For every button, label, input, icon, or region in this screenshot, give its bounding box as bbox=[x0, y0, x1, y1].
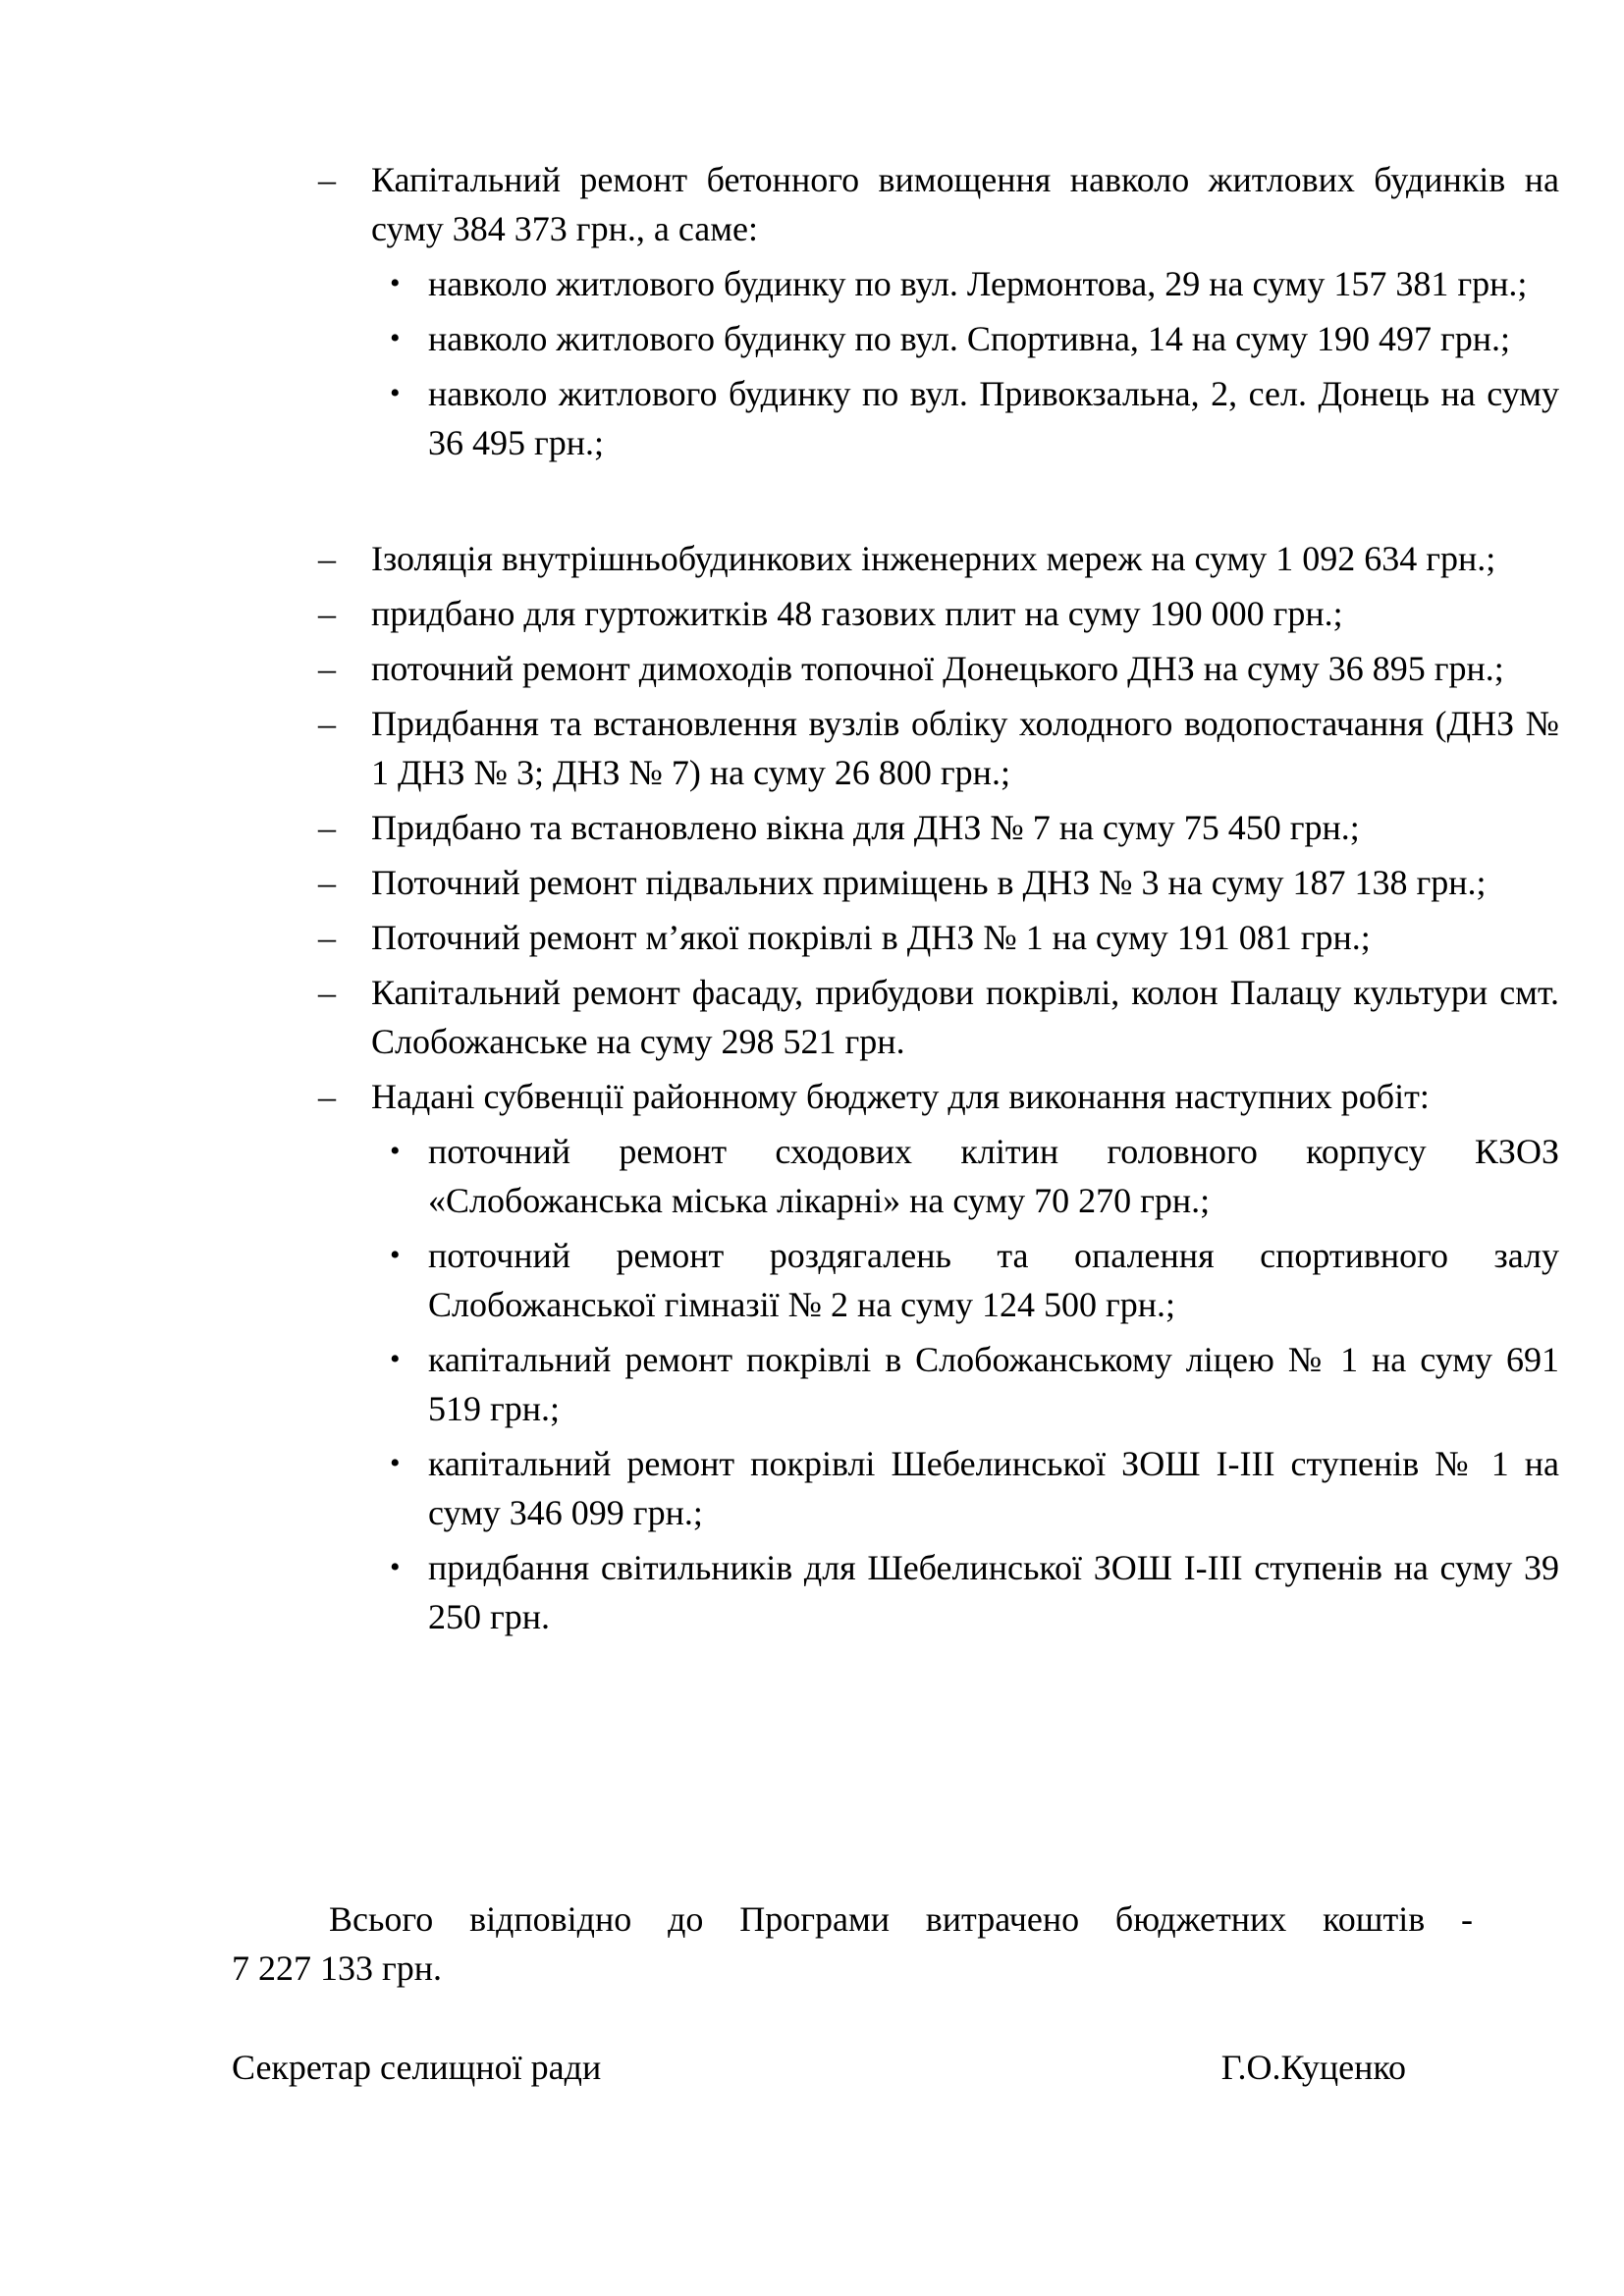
dash-marker: – bbox=[318, 539, 336, 578]
signature-block bbox=[232, 2043, 1406, 2092]
dash-marker: – bbox=[318, 808, 336, 847]
list-item-text: Придбано та встановлено вікна для ДНЗ № 7 на суму 75 450 грн.; bbox=[371, 808, 1360, 847]
list-item bbox=[318, 589, 1559, 638]
dash-marker: – bbox=[318, 918, 336, 957]
list-item bbox=[318, 155, 1559, 467]
bullet-icon: • bbox=[390, 1343, 401, 1375]
bullet-icon: • bbox=[390, 267, 401, 299]
bullet-icon: • bbox=[390, 377, 401, 409]
sub-list-item-text: поточний ремонт сходових клітин головного корпусу КЗОЗ «Слобожанська міська лікарні» на суму 70 270 грн.; bbox=[428, 1132, 1559, 1220]
list-item bbox=[318, 913, 1559, 962]
signatory-name: Г.О.Куценко bbox=[1220, 2048, 1406, 2087]
sub-list bbox=[371, 1127, 1559, 1641]
list-item bbox=[318, 644, 1559, 693]
bullet-icon: • bbox=[390, 1551, 401, 1583]
sub-list-item-text: придбання світильників для Шебелинської ЗОШ І-ІІІ ступенів на суму 39 250 грн. bbox=[428, 1548, 1559, 1636]
dash-marker: – bbox=[318, 160, 336, 199]
list-item-text: поточний ремонт димоходів топочної Донецького ДНЗ на суму 36 895 грн.; bbox=[371, 649, 1504, 688]
list-item bbox=[318, 803, 1559, 852]
sub-list-item bbox=[371, 369, 1559, 467]
list-item-text: Поточний ремонт м’якої покрівлі в ДНЗ № 1 на суму 191 081 грн.; bbox=[371, 918, 1371, 957]
sub-list bbox=[371, 259, 1559, 467]
dash-marker: – bbox=[318, 594, 336, 633]
sub-list-item-text: навколо житлового будинку по вул. Привокзальна, 2, сел. Донець на суму 36 495 грн.; bbox=[428, 374, 1559, 462]
dash-marker: – bbox=[318, 973, 336, 1012]
list-item bbox=[318, 534, 1559, 583]
list-item-text: Капітальний ремонт бетонного вимощення навколо житлових будинків на суму 384 373 грн., а саме: bbox=[371, 160, 1559, 248]
list-item-text: Поточний ремонт підвальних приміщень в ДНЗ № 3 на суму 187 138 грн.; bbox=[371, 863, 1487, 902]
dash-marker: – bbox=[318, 1077, 336, 1116]
dash-marker: – bbox=[318, 704, 336, 743]
bullet-icon: • bbox=[390, 1135, 401, 1167]
bullet-icon: • bbox=[390, 1447, 401, 1479]
sub-list-item bbox=[371, 1231, 1559, 1329]
dash-marker: – bbox=[318, 649, 336, 688]
bullet-icon: • bbox=[390, 322, 401, 354]
list-item-text: придбано для гуртожитків 48 газових плит на суму 190 000 грн.; bbox=[371, 594, 1343, 633]
signatory-position: Секретар селищної ради bbox=[232, 2048, 602, 2087]
total-paragraph bbox=[232, 1895, 1473, 1993]
sub-list-item bbox=[371, 314, 1559, 363]
sub-list-item-text: капітальний ремонт покрівлі в Слобожанському ліцею № 1 на суму 691 519 грн.; bbox=[428, 1340, 1559, 1428]
list-item-text: Ізоляція внутрішньобудинкових інженерних мереж на суму 1 092 634 грн.; bbox=[371, 539, 1496, 578]
sub-list-item-text: поточний ремонт роздягалень та опалення спортивного залу Слобожанської гімназії № 2 на суму 124 500 грн.; bbox=[428, 1236, 1559, 1324]
list-item-text: Капітальний ремонт фасаду, прибудови покрівлі, колон Палацу культури смт. Слобожанське на суму 298 521 грн. bbox=[371, 973, 1559, 1061]
list-item-text: Придбання та встановлення вузлів обліку холодного водопостачання (ДНЗ № 1 ДНЗ № 3; ДНЗ № 7) на суму 26 800 грн.; bbox=[371, 704, 1559, 792]
sub-list-item bbox=[371, 1127, 1559, 1225]
sub-list-item-text: капітальний ремонт покрівлі Шебелинської ЗОШ І-ІІІ ступенів № 1 на суму 346 099 грн.; bbox=[428, 1444, 1559, 1532]
total-line-2: 7 227 133 грн. bbox=[232, 1949, 443, 1988]
sub-list-item bbox=[371, 259, 1559, 308]
bullet-icon: • bbox=[390, 1239, 401, 1271]
list-item bbox=[318, 699, 1559, 797]
sub-list-item-text: навколо житлового будинку по вул. Лермонтова, 29 на суму 157 381 грн.; bbox=[428, 264, 1528, 303]
dash-marker: – bbox=[318, 863, 336, 902]
total-line-1: Всього відповідно до Програми витрачено бюджетних коштів - bbox=[329, 1899, 1473, 1939]
sub-list-item-text: навколо житлового будинку по вул. Спортивна, 14 на суму 190 497 грн.; bbox=[428, 319, 1511, 358]
list-item bbox=[318, 968, 1559, 1066]
list-item bbox=[318, 858, 1559, 907]
list-item-text: Надані субвенції районному бюджету для виконання наступних робіт: bbox=[371, 1077, 1430, 1116]
sub-list-item bbox=[371, 1543, 1559, 1641]
list-item bbox=[318, 1072, 1559, 1641]
expenditure-list bbox=[318, 155, 1559, 1647]
sub-list-item bbox=[371, 1335, 1559, 1433]
sub-list-item bbox=[371, 1439, 1559, 1537]
